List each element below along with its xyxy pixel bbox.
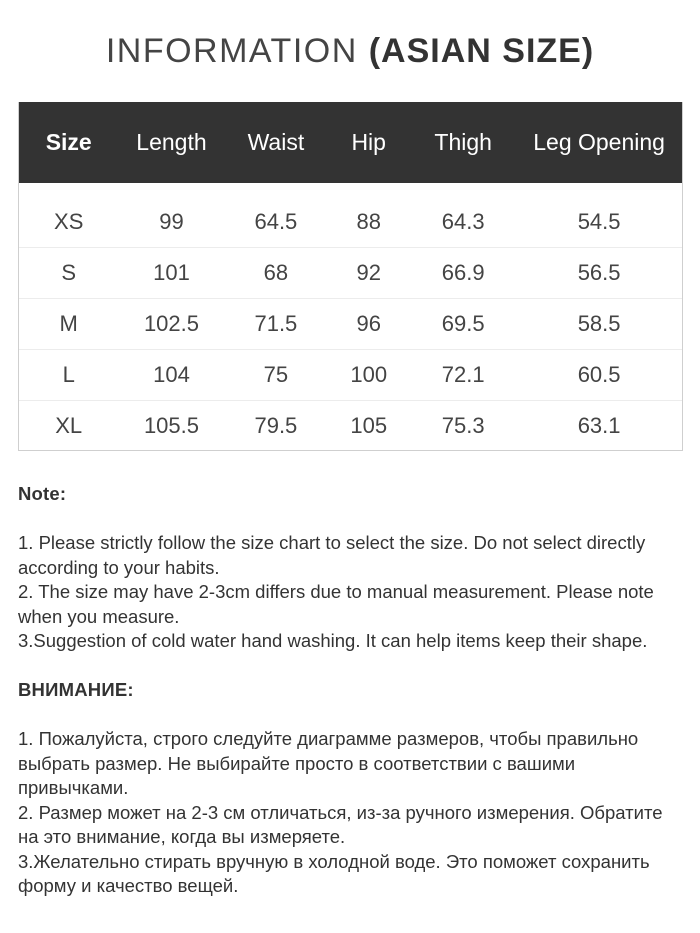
cell-leg-opening: 58.5 — [516, 298, 682, 349]
cell-thigh: 66.9 — [410, 247, 516, 298]
cell-waist: 64.5 — [225, 183, 328, 247]
cell-hip: 88 — [327, 183, 410, 247]
note-list-en — [18, 531, 688, 654]
cell-length: 102.5 — [118, 298, 224, 349]
cell-size: L — [19, 349, 118, 400]
header-leg-opening: Leg Opening — [533, 129, 665, 155]
note-item: 2. Размер может на 2-3 см отличаться, из-за ручного измерения. Обратите на это внимание, когда вы измеряете. — [18, 801, 663, 847]
header-length: Length — [136, 129, 207, 155]
cell-hip: 92 — [327, 247, 410, 298]
cell-waist: 79.5 — [254, 412, 298, 438]
cell-size: M — [19, 298, 118, 349]
cell-leg-opening: 56.5 — [516, 247, 682, 298]
note-item: 2. The size may have 2-3cm differs due to manual measurement. Please note when you measure. — [18, 581, 654, 627]
cell-thigh: 72.1 — [410, 349, 516, 400]
cell-size: S — [19, 247, 118, 298]
cell-waist: 75 — [225, 349, 328, 400]
note-heading-en: Note: — [18, 483, 67, 504]
page-title — [0, 32, 700, 71]
table-row — [19, 298, 682, 349]
cell-length: 99 — [118, 183, 224, 247]
table-row — [19, 349, 682, 400]
cell-waist: 71.5 — [225, 298, 328, 349]
header-hip: Hip — [351, 129, 386, 155]
table-row — [19, 247, 682, 298]
title-size-region: (ASIAN SIZE) — [368, 32, 595, 70]
cell-length: 101 — [118, 247, 224, 298]
note-list-ru — [18, 727, 688, 899]
cell-length: 104 — [118, 349, 224, 400]
header-thigh: Thigh — [434, 129, 492, 155]
note-item: 1. Please strictly follow the size chart to select the size. Do not select directly according to your habits. — [18, 532, 646, 578]
header-row — [19, 102, 682, 183]
size-chart — [18, 102, 683, 451]
cell-thigh: 64.3 — [410, 183, 516, 247]
cell-waist: 68 — [225, 247, 328, 298]
cell-hip: 105 — [350, 412, 388, 438]
cell-thigh: 75.3 — [441, 412, 485, 438]
cell-leg-opening: 60.5 — [516, 349, 682, 400]
table-header — [19, 102, 682, 183]
note-item: 1. Пожалуйста, строго следуйте диаграмме размеров, чтобы правильно выбрать размер. Не выбирайте просто в соответствии с вашими привычками. — [18, 728, 639, 798]
cell-leg-opening: 54.5 — [516, 183, 682, 247]
note-heading-ru: ВНИМАНИЕ: — [18, 679, 134, 700]
header-size: Size — [45, 129, 92, 155]
cell-leg-opening: 63.1 — [577, 412, 621, 438]
note-item: 3.Suggestion of cold water hand washing. It can help items keep their shape. — [18, 630, 648, 651]
size-table — [19, 102, 682, 451]
note-item: 3.Желательно стирать вручную в холодной воде. Это поможет сохранить форму и качество вещей. — [18, 850, 650, 896]
cell-thigh: 69.5 — [410, 298, 516, 349]
cell-hip: 96 — [327, 298, 410, 349]
header-waist: Waist — [247, 129, 305, 155]
title-main: INFORMATION — [105, 32, 358, 70]
cell-size: XL — [55, 412, 83, 438]
cell-hip: 100 — [327, 349, 410, 400]
table-body — [19, 183, 682, 451]
notes-section — [18, 482, 688, 923]
table-row — [19, 400, 682, 451]
cell-length: 105.5 — [143, 412, 199, 438]
table-row — [19, 183, 682, 247]
cell-size: XS — [19, 183, 118, 247]
